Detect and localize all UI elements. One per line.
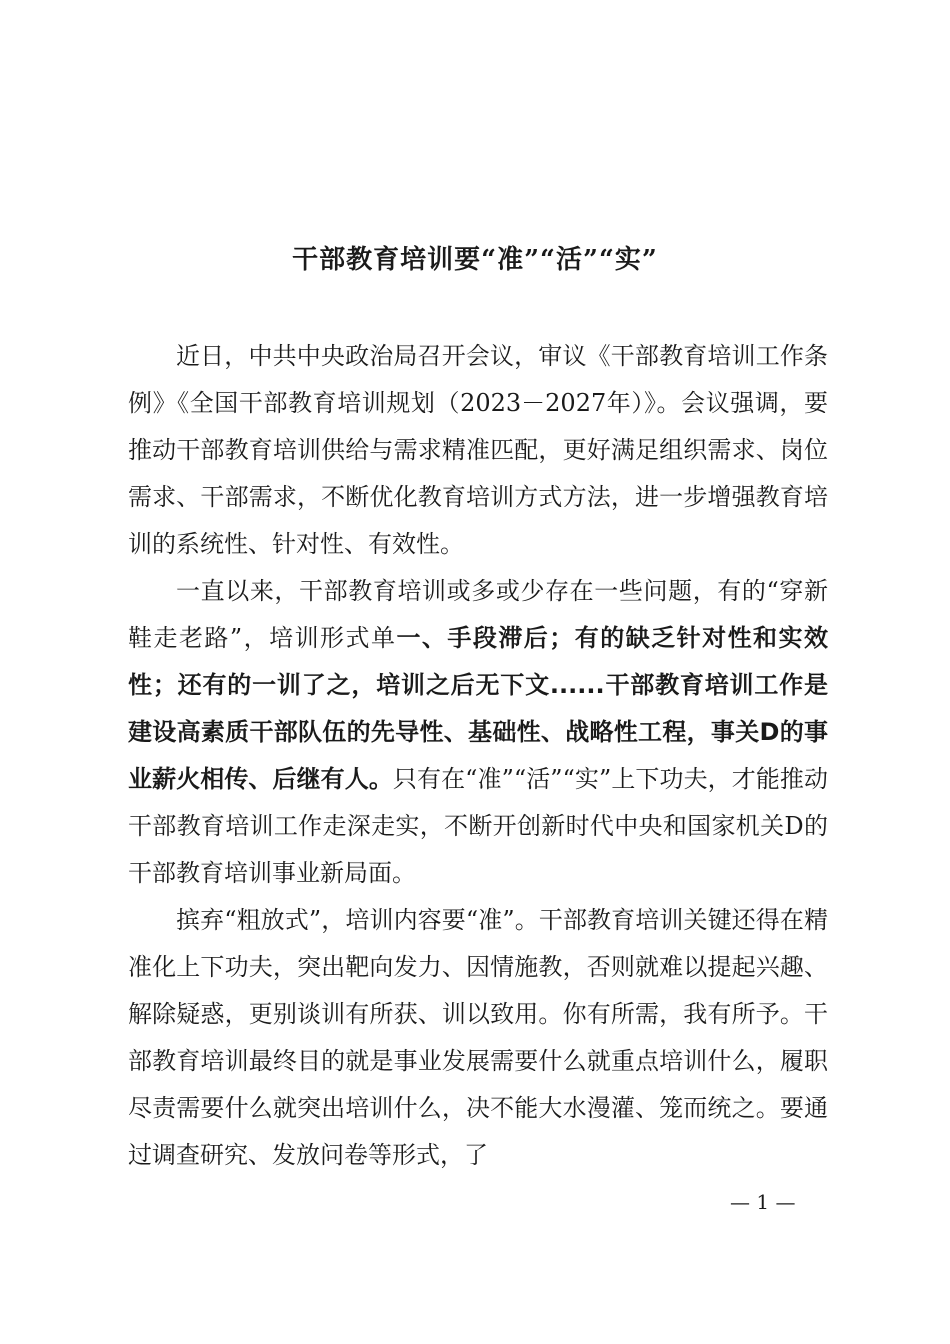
paragraph-1-text: 近日，中共中央政治局召开会议，审议《干部教育培训工作条例》《全国干部教育培训规划（2023－2027年）》。会议强调，要推动干部教育培训供给与需求精准匹配，更好满足组织需求、岗位需求、干部需求，不断优化教育培训方式方法，进一步增强教育培训的系统性、针对性、有效性。 bbox=[128, 342, 828, 558]
paragraph-3-text: 摈弃“粗放式”，培训内容要“准”。干部教育培训关键还得在精准化上下功夫，突出靶向发力、因情施教，否则就难以提起兴趣、解除疑惑，更别谈训有所获、训以致用。你有所需，我有所予。干部教育培训最终目的就是事业发展需要什么就重点培训什么，履职尽责需要什么就突出培训什么，决不能大水漫灌、笼而统之。要通过调查研究、发放问卷等形式，了 bbox=[128, 906, 828, 1169]
document-body bbox=[128, 333, 828, 1179]
paragraph-1 bbox=[128, 333, 828, 568]
page-number: — 1 — bbox=[730, 1190, 796, 1214]
paragraph-2 bbox=[128, 568, 828, 897]
paragraph-2-bold-text: 一、手段滞后；有的缺乏针对性和实效性；还有的一训了之，培训之后无下文......干部教育培训工作是建设高素质干部队伍的先导性、基础性、战略性工程，事关D的事业薪火相传、后继有人。 bbox=[128, 624, 828, 793]
document-title: 干部教育培训要“准”“活”“实” bbox=[292, 245, 658, 275]
paragraph-3 bbox=[128, 897, 828, 1179]
paragraph-2-text-end: 只有在“准”“活”“实”上下功夫，才能推动干部教育培训工作走深走实，不断开创新时代中央和国家机关D的干部教育培训事业新局面。 bbox=[128, 765, 828, 887]
paragraph-2-text-start: 一直以来，干部教育培训或多或少存在一些问题，有的“穿新鞋走老路”，培训形式单 bbox=[128, 577, 828, 652]
